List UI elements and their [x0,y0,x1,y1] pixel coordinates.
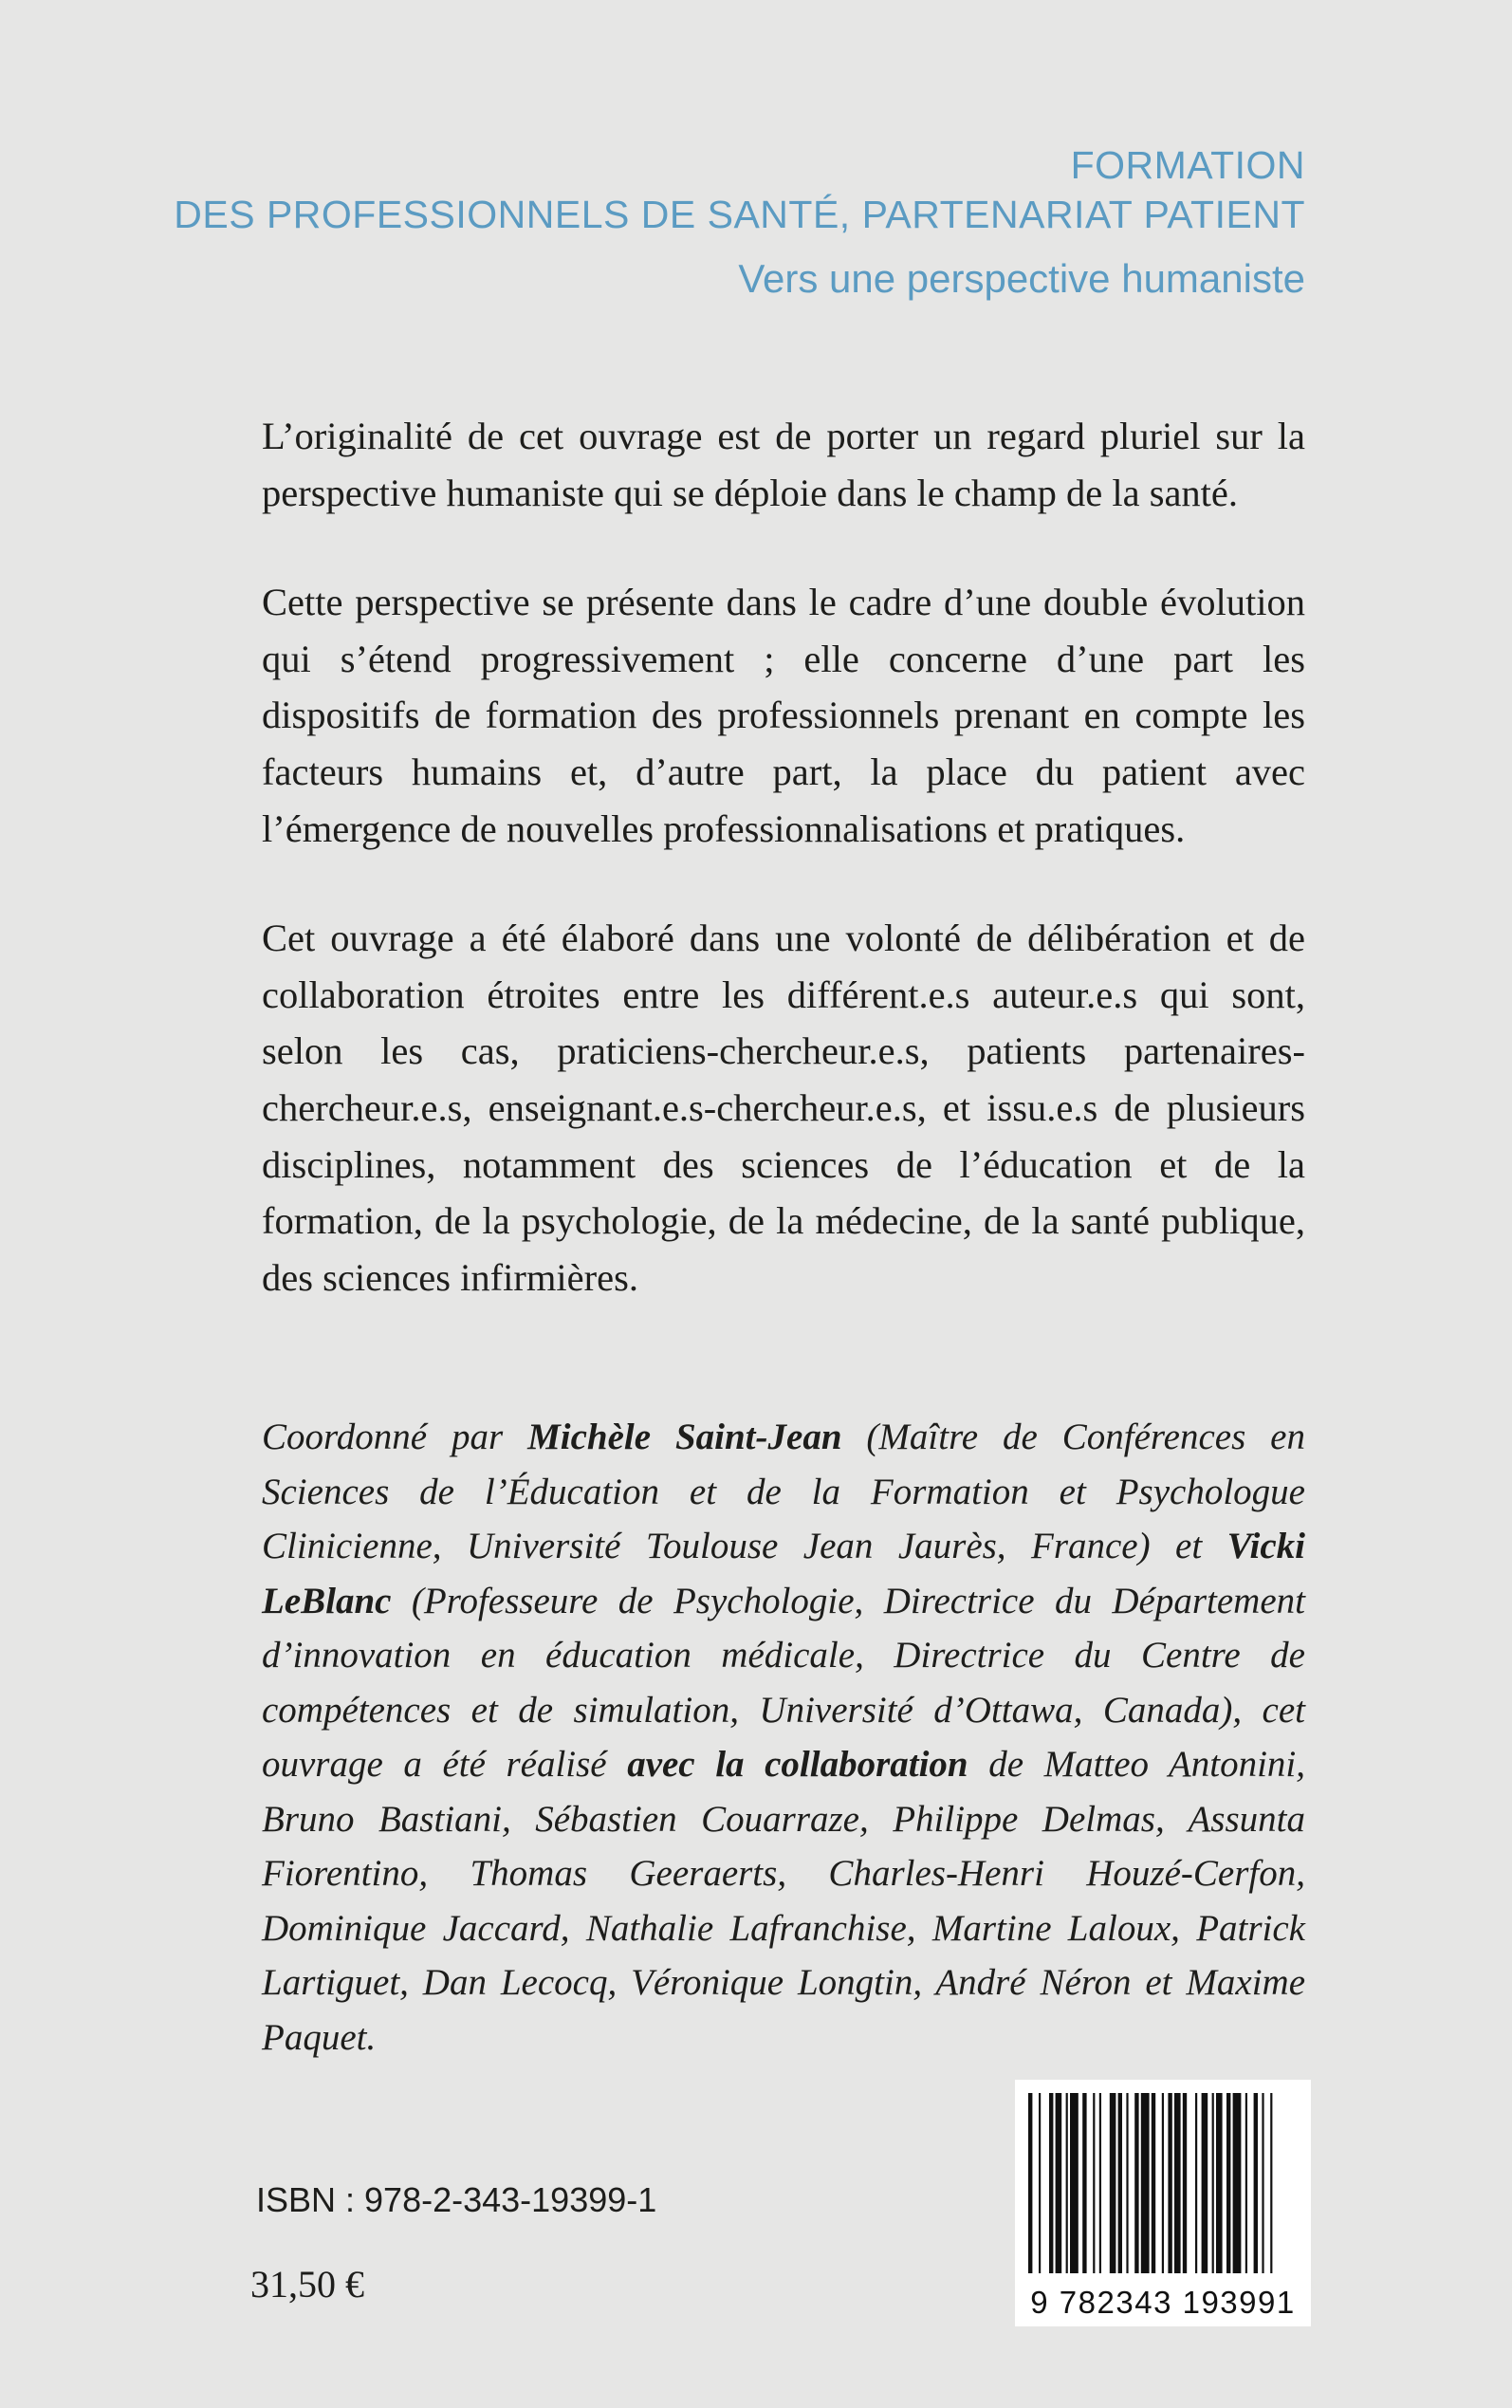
summary-text [262,408,1305,1306]
barcode-bar [1174,2093,1181,2273]
barcode-bar [1093,2093,1095,2273]
barcode-bar [1212,2093,1214,2273]
barcode-bar [1118,2093,1122,2273]
paragraph-1: L’originalité de cet ouvrage est de porter un regard pluriel sur la perspective humaniste qui se déploie dans le champ de la santé. [262,415,1305,514]
barcode-bar [1216,2093,1223,2273]
barcode-bar [1183,2093,1187,2273]
barcode-bar [1134,2093,1138,2273]
title-line-1: FORMATION [1070,143,1305,187]
barcode-bar [1254,2093,1258,2273]
barcode-bar [1168,2093,1171,2273]
paragraph-3: Cet ouvrage a été élaboré dans une volonté de délibération et de collaboration étroites entre les différent.e.s auteur.e.s qui sont, selon les cas, praticiens-chercheur.e.s, patients partenaires-chercheur.e.s, enseignant.e.s-chercheur.e.s, et issu.e.s de plusieurs disciplines, notamment des sciences de l’éducation et de la formation, de la psychologie, de la médecine, de la santé publique, des sciences infirmières. [262,917,1305,1299]
barcode-bar [1039,2093,1041,2273]
barcode-bar [1066,2093,1068,2273]
barcode [1015,2080,1311,2326]
barcode-bar [1028,2093,1032,2273]
barcode-bar [1110,2093,1116,2273]
credits-intro: Coordonné par [262,1417,528,1457]
barcode-bar [1056,2093,1062,2273]
barcode-bar [1126,2093,1128,2273]
barcode-bar [1202,2093,1208,2273]
editor-2-name: Vicki LeBlanc [262,1526,1305,1621]
barcode-bar [1152,2093,1155,2273]
barcode-bar [1233,2093,1242,2273]
barcode-bar [1099,2093,1101,2273]
contributors-list: de Matteo Antonini, Bruno Bastiani, Sébastien Couarraze, Philippe Delmas, Assunta Fiorentino, Thomas Geeraerts, Charles-Henri Houzé-Cerfon, Dominique Jaccard, Nathalie Lafranchise, Martine Laloux, Patrick Lartiguet, Dan Lecocq, Véronique Longtin, André Néron et Maxime Paquet. [262,1744,1305,2058]
barcode-bar [1270,2093,1272,2273]
editor-2-role: (Professeure de Psychologie, Directrice du Département d’innovation en éducation médicale, Directrice du Centre de compétences et de simulation, Université d’Ottawa, Canada), cet ouvrage a été réalisé [262,1580,1305,1785]
price: 31,50 € [250,2263,364,2306]
paragraph-2: Cette perspective se présente dans le cadre d’une double évolution qui s’étend progressivement ; elle concerne d’une part les dispositifs de formation des professionnels prenant en compte les facteurs humains et, d’autre part, la place du patient avec l’émergence de nouvelles professionnalisations et pratiques. [262,581,1305,850]
barcode-bar [1195,2093,1197,2273]
editor-1-name: Michèle Saint-Jean [527,1417,842,1457]
editor-1-role: (Maître de Conférences en Sciences de l’Éducation et de la Formation et Psychologue Clinicienne, Université Toulouse Jean Jaurès, France) et [262,1417,1305,1566]
barcode-digits: 9 782343 193991 [1030,2285,1296,2320]
credits [262,1410,1305,2065]
isbn: ISBN : 978-2-343-19399-1 [256,2180,657,2219]
barcode-bar [1049,2093,1053,2273]
barcode-bar [1082,2093,1086,2273]
barcode-bar [1162,2093,1164,2273]
barcode-bar [1262,2093,1263,2273]
subtitle: Vers une perspective humaniste [738,256,1305,301]
barcode-bar [1226,2093,1230,2273]
title-line-2: DES PROFESSIONNELS DE SANTÉ, PARTENARIAT PATIENT [174,193,1305,236]
barcode-bar [1245,2093,1247,2273]
collaboration-label: avec la collaboration [627,1744,968,1785]
barcode-bar [1070,2093,1079,2273]
title-block [174,140,1305,306]
barcode-bar [1141,2093,1150,2273]
